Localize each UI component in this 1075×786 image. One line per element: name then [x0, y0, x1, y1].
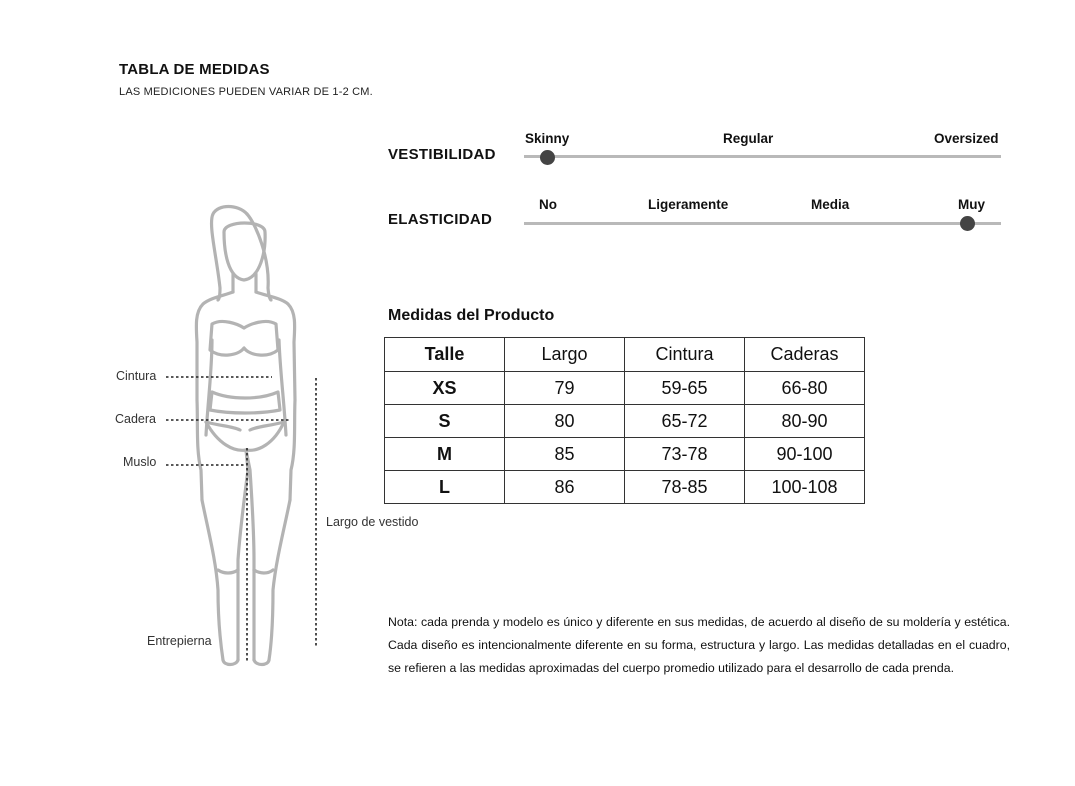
vestibilidad-indicator — [540, 150, 555, 165]
column-header-largo: Largo — [505, 338, 625, 372]
label-muslo: Muslo — [123, 455, 157, 469]
caderas-cell: 66-80 — [745, 372, 865, 405]
body-outline — [196, 207, 295, 665]
column-header-talle: Talle — [385, 338, 505, 372]
largo-cell: 79 — [505, 372, 625, 405]
body-figure — [100, 200, 340, 680]
elasticidad-track — [524, 222, 1001, 225]
largo-cell: 80 — [505, 405, 625, 438]
table-row — [385, 471, 865, 504]
label-cadera: Cadera — [115, 412, 156, 426]
table-row — [385, 438, 865, 471]
label-entrepierna: Entrepierna — [147, 634, 212, 648]
column-header-cintura: Cintura — [625, 338, 745, 372]
scale-label-ligeramente: Ligeramente — [648, 197, 729, 212]
elasticidad-indicator — [960, 216, 975, 231]
product-measures-title: Medidas del Producto — [388, 307, 555, 324]
scale-label-no: No — [539, 197, 557, 212]
column-header-caderas: Caderas — [745, 338, 865, 372]
size-cell: S — [385, 405, 505, 438]
disclaimer-note: Nota: cada prenda y modelo es único y diferente en sus medidas, de acuerdo al diseño de su moldería y estética. Cada diseño es intencionalmente diferente en su forma, estructura y largo. Las medidas detalladas en el cuadro, se refieren a las medidas aproximadas del cuerpo promedio utilizado para el desarrollo de cada prenda. — [388, 615, 1010, 675]
cintura-cell: 73-78 — [625, 438, 745, 471]
scale-label-muy: Muy — [958, 197, 985, 212]
scale-label-media: Media — [811, 197, 850, 212]
scale-name-elasticidad: ELASTICIDAD — [388, 211, 493, 228]
table-header-row — [385, 338, 865, 372]
largo-cell: 86 — [505, 471, 625, 504]
size-cell: M — [385, 438, 505, 471]
size-cell: L — [385, 471, 505, 504]
table-row — [385, 372, 865, 405]
caderas-cell: 90-100 — [745, 438, 865, 471]
label-largo-de-vestido: Largo de vestido — [326, 515, 419, 529]
page-subtitle: LAS MEDICIONES PUEDEN VARIAR DE 1-2 CM. — [119, 86, 373, 98]
caderas-cell: 80-90 — [745, 405, 865, 438]
label-cintura: Cintura — [116, 369, 157, 383]
scale-label-skinny: Skinny — [525, 131, 570, 146]
measures-table — [384, 337, 865, 504]
size-cell: XS — [385, 372, 505, 405]
cintura-cell: 78-85 — [625, 471, 745, 504]
table-row — [385, 405, 865, 438]
caderas-cell: 100-108 — [745, 471, 865, 504]
vestibilidad-track — [524, 155, 1001, 158]
scale-name-vestibilidad: VESTIBILIDAD — [388, 146, 496, 163]
scale-label-regular: Regular — [723, 131, 774, 146]
cintura-cell: 59-65 — [625, 372, 745, 405]
cintura-cell: 65-72 — [625, 405, 745, 438]
largo-cell: 85 — [505, 438, 625, 471]
scale-label-oversized: Oversized — [934, 131, 999, 146]
page-title: TABLA DE MEDIDAS — [119, 61, 270, 78]
